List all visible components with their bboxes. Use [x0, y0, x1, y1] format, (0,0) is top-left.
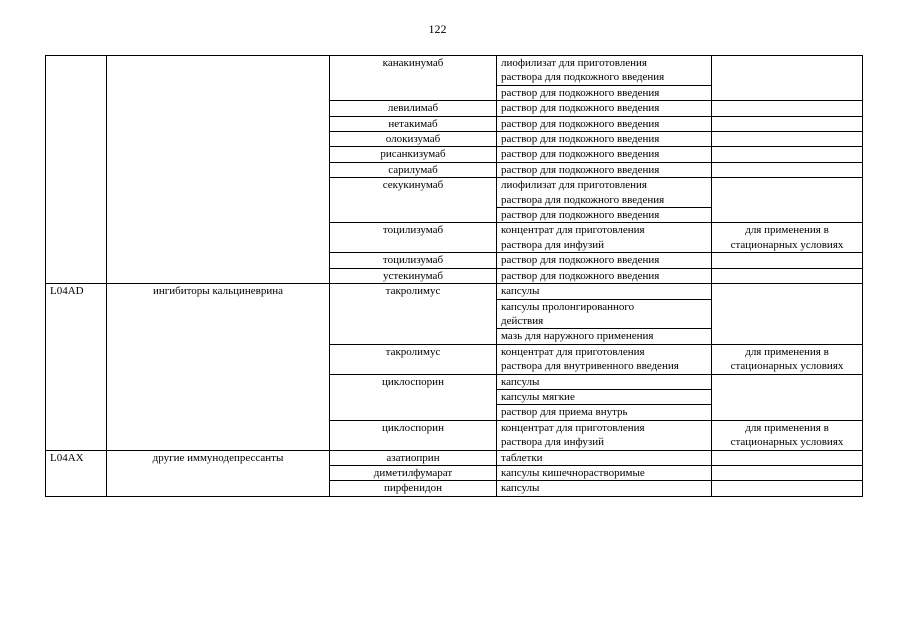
- drug-name-line: олокизумаб: [385, 133, 441, 146]
- dosage-form: [497, 178, 712, 208]
- drug-name: [330, 253, 497, 268]
- atc-group-name: [107, 56, 330, 284]
- dosage-form: [497, 147, 712, 162]
- dosage-form-line: раствора для инфузий: [501, 238, 604, 251]
- dosage-form: [497, 420, 712, 450]
- dosage-form: [497, 299, 712, 329]
- dosage-form: [497, 85, 712, 100]
- usage-note: [712, 101, 863, 116]
- dosage-form: [497, 132, 712, 147]
- usage-note-line: стационарных условиях: [730, 238, 844, 251]
- atc-code-line: L04AD: [50, 285, 84, 298]
- atc-code: [46, 450, 107, 496]
- drug-name: [330, 132, 497, 147]
- drug-name: [330, 344, 497, 374]
- dosage-form-line: лиофилизат для приготовления: [501, 179, 647, 192]
- usage-note: [712, 420, 863, 450]
- drug-name-line: такролимус: [385, 285, 441, 298]
- drug-name-line: рисанкизумаб: [380, 148, 446, 161]
- usage-note-line: для применения в: [745, 421, 829, 434]
- dosage-form: [497, 481, 712, 496]
- dosage-form-line: раствор для подкожного введения: [501, 163, 660, 176]
- dosage-form-line: раствор для подкожного введения: [501, 254, 660, 267]
- dosage-form-line: раствор для подкожного введения: [501, 117, 660, 130]
- dosage-form: [497, 329, 712, 344]
- dosage-form: [497, 389, 712, 404]
- dosage-form-line: раствор для подкожного введения: [501, 133, 660, 146]
- dosage-form: [497, 465, 712, 480]
- dosage-form: [497, 162, 712, 177]
- drug-name-line: устекинумаб: [383, 269, 443, 282]
- usage-note: [712, 223, 863, 253]
- dosage-form-line: концентрат для приготовления: [501, 345, 645, 358]
- page-number: 122: [428, 22, 447, 36]
- dosage-form: [497, 253, 712, 268]
- dosage-form-line: капсулы мягкие: [501, 390, 575, 403]
- table-row: [46, 56, 863, 86]
- drug-name-line: циклоспорин: [382, 421, 444, 434]
- dosage-form-line: концентрат для приготовления: [501, 224, 645, 237]
- drug-name-line: сарилумаб: [388, 163, 438, 176]
- dosage-form-line: лиофилизат для приготовления: [501, 57, 647, 69]
- usage-note: [712, 178, 863, 223]
- dosage-form: [497, 450, 712, 465]
- dosage-form-line: раствор для подкожного введения: [501, 86, 660, 99]
- drug-name: [330, 147, 497, 162]
- dosage-form: [497, 268, 712, 283]
- drug-name: [330, 481, 497, 496]
- dosage-form-line: раствор для подкожного введения: [501, 209, 660, 222]
- atc-group-name: [107, 284, 330, 450]
- atc-code-line: L04AX: [50, 451, 84, 464]
- drug-name: [330, 56, 497, 101]
- atc-group-name-line: другие иммунодепрессанты: [152, 451, 284, 464]
- dosage-form: [497, 344, 712, 374]
- dosage-form: [497, 374, 712, 389]
- drug-name-line: канакинумаб: [382, 57, 444, 69]
- usage-note-line: для применения в: [745, 224, 829, 237]
- usage-note: [712, 465, 863, 480]
- usage-note: [712, 344, 863, 374]
- usage-note: [712, 268, 863, 283]
- table-row: [46, 450, 863, 465]
- drug-name: [330, 465, 497, 480]
- dosage-form-line: раствора для подкожного введения: [501, 71, 665, 84]
- drug-name: [330, 101, 497, 116]
- dosage-form-line: раствор для подкожного введения: [501, 148, 660, 161]
- dosage-form-line: капсулы: [501, 482, 540, 495]
- drug-name-line: циклоспорин: [382, 375, 444, 388]
- dosage-form: [497, 101, 712, 116]
- dosage-form-line: таблетки: [501, 451, 543, 464]
- dosage-form: [497, 208, 712, 223]
- drug-name-line: пирфенидон: [383, 482, 443, 495]
- drug-name-line: тоцилизумаб: [382, 224, 444, 237]
- drug-name: [330, 223, 497, 253]
- atc-group-name-line: ингибиторы кальциневрина: [152, 285, 283, 298]
- drug-name: [330, 116, 497, 131]
- usage-note-line: стационарных условиях: [730, 360, 844, 373]
- usage-note: [712, 284, 863, 345]
- drug-name-line: азатиоприн: [386, 451, 440, 464]
- usage-note: [712, 481, 863, 496]
- drug-name: [330, 268, 497, 283]
- usage-note: [712, 374, 863, 420]
- dosage-form-line: раствор для подкожного введения: [501, 269, 660, 282]
- dosage-form-line: раствора для подкожного введения: [501, 193, 665, 206]
- drug-name-line: секукинумаб: [382, 179, 444, 192]
- usage-note-line: стационарных условиях: [730, 436, 844, 449]
- dosage-form: [497, 223, 712, 253]
- dosage-form: [497, 116, 712, 131]
- table-row: [46, 284, 863, 299]
- drug-name-line: тоцилизумаб: [382, 254, 444, 267]
- usage-note-line: для применения в: [745, 345, 829, 358]
- dosage-form-line: раствора для инфузий: [501, 436, 604, 449]
- atc-code: [46, 284, 107, 450]
- usage-note: [712, 450, 863, 465]
- drug-name: [330, 374, 497, 420]
- drug-name-line: левилимаб: [387, 102, 439, 115]
- atc-code: [46, 56, 107, 284]
- drug-table-body: [46, 56, 863, 497]
- dosage-form-line: раствор для приема внутрь: [501, 406, 628, 419]
- dosage-form-line: раствора для внутривенного введения: [501, 360, 679, 373]
- usage-note: [712, 253, 863, 268]
- dosage-form-line: мазь для наружного применения: [501, 330, 654, 343]
- drug-name-line: нетакимаб: [388, 117, 438, 130]
- drug-name-line: диметилфумарат: [373, 466, 453, 479]
- drug-name: [330, 162, 497, 177]
- atc-group-name: [107, 450, 330, 496]
- dosage-form-line: концентрат для приготовления: [501, 421, 645, 434]
- drug-name: [330, 450, 497, 465]
- usage-note: [712, 147, 863, 162]
- drug-name-line: такролимус: [385, 345, 441, 358]
- dosage-form: [497, 405, 712, 420]
- drug-name: [330, 284, 497, 345]
- drug-name: [330, 178, 497, 223]
- dosage-form-line: действия: [501, 314, 544, 327]
- dosage-form-line: раствор для подкожного введения: [501, 102, 660, 115]
- dosage-form-line: капсулы пролонгированного: [501, 300, 635, 313]
- dosage-form: [497, 56, 712, 86]
- usage-note: [712, 162, 863, 177]
- dosage-form-line: капсулы: [501, 375, 540, 388]
- usage-note: [712, 56, 863, 101]
- dosage-form-line: капсулы: [501, 285, 540, 298]
- drug-table: [45, 55, 863, 497]
- usage-note: [712, 116, 863, 131]
- drug-name: [330, 420, 497, 450]
- usage-note: [712, 132, 863, 147]
- dosage-form: [497, 284, 712, 299]
- dosage-form-line: капсулы кишечнорастворимые: [501, 466, 645, 479]
